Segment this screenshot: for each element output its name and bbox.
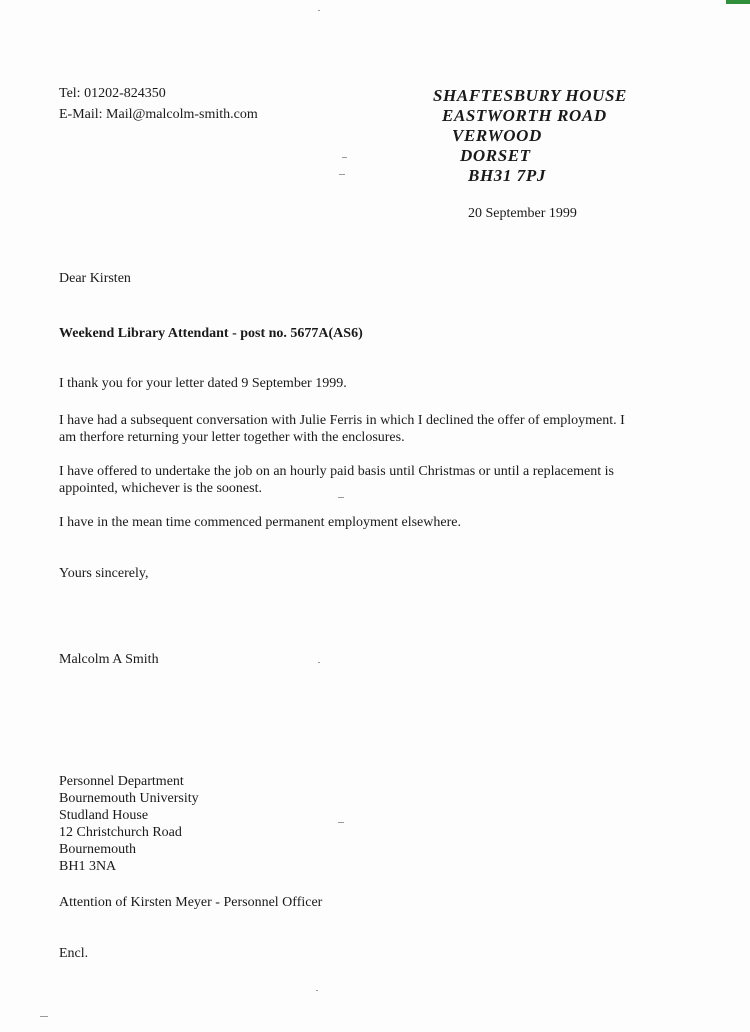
recipient-line-2: Bournemouth University (59, 791, 199, 806)
closing: Yours sincerely, (59, 566, 149, 581)
scan-speck (339, 174, 345, 175)
body-paragraph-2-line-2: am therfore returning your letter together with the enclosures. (59, 430, 405, 445)
scan-speck (338, 822, 344, 823)
scan-speck (318, 662, 320, 663)
enclosures-note: Encl. (59, 946, 89, 961)
sender-address-postcode: BH31 7PJ (468, 166, 546, 185)
scan-edge-mark (726, 0, 750, 4)
subject-line: Weekend Library Attendant - post no. 5677A(AS6) (59, 326, 363, 341)
sender-email: E-Mail: Mail@malcolm-smith.com (59, 107, 258, 122)
recipient-line-5: Bournemouth (59, 842, 136, 857)
scan-speck (318, 10, 320, 11)
recipient-line-3: Studland House (59, 808, 149, 823)
signature-name: Malcolm A Smith (59, 652, 159, 667)
sender-address-line-1: SHAFTESBURY HOUSE (433, 86, 627, 105)
recipient-line-4: 12 Christchurch Road (59, 825, 182, 840)
letter-date: 20 September 1999 (468, 206, 577, 221)
sender-address-line-2: EASTWORTH ROAD (442, 106, 607, 125)
scan-speck (316, 990, 318, 991)
body-paragraph-3-line-2: appointed, whichever is the soonest. (59, 481, 262, 496)
recipient-postcode: BH1 3NA (59, 859, 117, 874)
scan-speck (338, 497, 344, 498)
scan-speck (40, 1016, 48, 1017)
salutation: Dear Kirsten (59, 271, 131, 286)
recipient-line-1: Personnel Department (59, 774, 184, 789)
scan-speck (342, 157, 347, 158)
sender-address-line-4: DORSET (460, 146, 531, 165)
sender-address-line-3: VERWOOD (452, 126, 542, 145)
body-paragraph-4: I have in the mean time commenced permanent employment elsewhere. (59, 515, 461, 530)
body-paragraph-2-line-1: I have had a subsequent conversation with Julie Ferris in which I declined the offer of employment. I (59, 413, 625, 428)
attention-line: Attention of Kirsten Meyer - Personnel Officer (59, 895, 323, 910)
body-paragraph-1: I thank you for your letter dated 9 September 1999. (59, 376, 347, 391)
sender-telephone: Tel: 01202-824350 (59, 86, 166, 101)
body-paragraph-3-line-1: I have offered to undertake the job on an hourly paid basis until Christmas or until a replacement is (59, 464, 614, 479)
